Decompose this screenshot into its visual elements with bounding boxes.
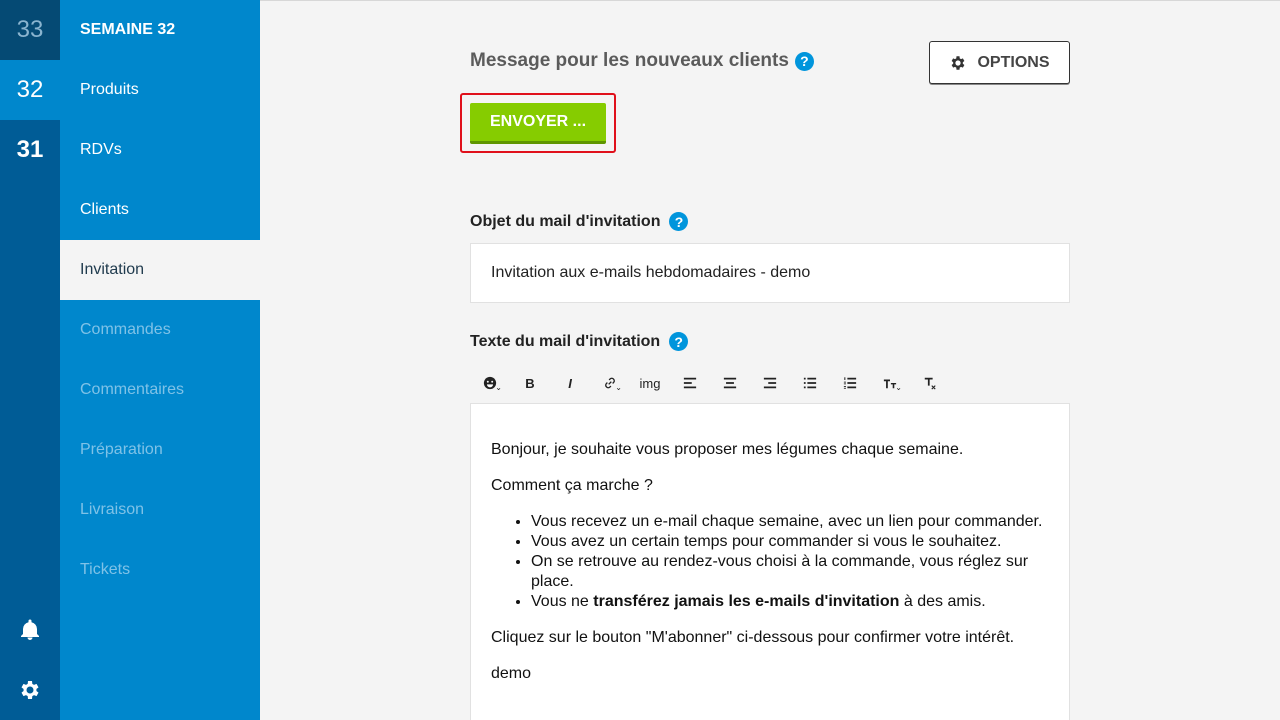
sidebar-item-commentaires[interactable]: Commentaires bbox=[80, 381, 185, 398]
image-button[interactable]: img bbox=[639, 375, 661, 391]
clear-format-icon bbox=[923, 376, 937, 390]
align-left-icon bbox=[683, 376, 697, 390]
options-label: OPTIONS bbox=[977, 53, 1050, 71]
subject-label bbox=[470, 212, 688, 231]
options-button[interactable] bbox=[929, 41, 1070, 84]
sidebar-nav bbox=[60, 0, 260, 720]
editor-list bbox=[531, 512, 1049, 612]
clear-format-button[interactable] bbox=[910, 368, 950, 398]
align-right-icon bbox=[763, 376, 777, 390]
send-button[interactable]: ENVOYER ... bbox=[470, 103, 606, 144]
subject-input[interactable] bbox=[470, 243, 1070, 303]
week-32[interactable]: 32 bbox=[0, 60, 60, 120]
editor-paragraph: demo bbox=[491, 665, 532, 682]
gear-icon[interactable] bbox=[0, 670, 60, 710]
sidebar-item-commandes[interactable]: Commandes bbox=[80, 321, 171, 338]
editor-paragraph: Cliquez sur le bouton "M'abonner" ci-dessous pour confirmer votre intérêt. bbox=[491, 629, 1015, 646]
week-rail bbox=[0, 0, 60, 720]
numbered-list-button[interactable] bbox=[830, 368, 870, 398]
sidebar-item-tickets[interactable]: Tickets bbox=[80, 561, 131, 578]
help-icon[interactable]: ? bbox=[669, 212, 688, 231]
text-label-text: Texte du mail d'invitation bbox=[470, 332, 661, 350]
help-icon[interactable]: ? bbox=[795, 52, 814, 71]
sidebar-item-rdvs[interactable]: RDVs bbox=[80, 141, 122, 158]
bold-button[interactable]: B bbox=[525, 375, 535, 391]
font-size-button[interactable] bbox=[870, 368, 910, 398]
list-item: • Vous recevez un e-mail chaque semaine, avec un lien pour commander. bbox=[531, 512, 1049, 532]
list-item-text: à des amis. bbox=[899, 593, 986, 610]
gear-icon bbox=[949, 54, 967, 72]
align-center-icon bbox=[723, 376, 737, 390]
editor-toolbar bbox=[470, 368, 1070, 398]
nav-week-title: SEMAINE 32 bbox=[80, 21, 176, 38]
list-item: • Vous avez un certain temps pour commander si vous le souhaitez. bbox=[531, 532, 1049, 552]
bullet-list-icon bbox=[803, 376, 817, 390]
chevron-down-icon: ⌄ bbox=[895, 383, 902, 392]
align-left-button[interactable] bbox=[670, 368, 710, 398]
emoji-button[interactable] bbox=[470, 368, 510, 398]
editor-paragraph: Bonjour, je souhaite vous proposer mes légumes chaque semaine. bbox=[491, 441, 964, 458]
week-33[interactable]: 33 bbox=[0, 0, 60, 60]
sidebar-item-invitation[interactable]: Invitation bbox=[60, 240, 260, 300]
message-editor[interactable] bbox=[470, 403, 1070, 720]
sidebar-item-preparation[interactable]: Préparation bbox=[80, 441, 163, 458]
list-item-text: Vous ne bbox=[531, 593, 594, 610]
bell-icon[interactable] bbox=[0, 610, 60, 650]
list-item bbox=[531, 592, 1049, 612]
list-item: • On se retrouve au rendez-vous choisi à la commande, vous réglez sur place. bbox=[531, 552, 1049, 592]
numbered-list-icon bbox=[843, 376, 857, 390]
sidebar-item-clients[interactable]: Clients bbox=[80, 201, 129, 218]
week-31[interactable]: 31 bbox=[0, 120, 60, 180]
sidebar-item-livraison[interactable]: Livraison bbox=[80, 501, 145, 518]
editor-paragraph: Comment ça marche ? bbox=[491, 477, 653, 494]
list-item-bold-text: transférez jamais les e-mails d'invitation bbox=[593, 593, 900, 610]
page-title-text: Message pour les nouveaux clients bbox=[470, 50, 789, 71]
chevron-down-icon: ⌄ bbox=[615, 383, 622, 392]
subject-label-text: Objet du mail d'invitation bbox=[470, 212, 661, 230]
page-title bbox=[470, 50, 814, 72]
align-right-button[interactable] bbox=[750, 368, 790, 398]
italic-button[interactable]: I bbox=[568, 375, 572, 391]
link-button[interactable] bbox=[590, 368, 630, 398]
align-center-button[interactable] bbox=[710, 368, 750, 398]
sidebar-item-produits[interactable]: Produits bbox=[80, 81, 139, 98]
bullet-list-button[interactable] bbox=[790, 368, 830, 398]
help-icon[interactable]: ? bbox=[669, 332, 688, 351]
top-divider bbox=[260, 0, 1280, 1]
chevron-down-icon: ⌄ bbox=[495, 383, 502, 392]
text-label bbox=[470, 332, 688, 351]
